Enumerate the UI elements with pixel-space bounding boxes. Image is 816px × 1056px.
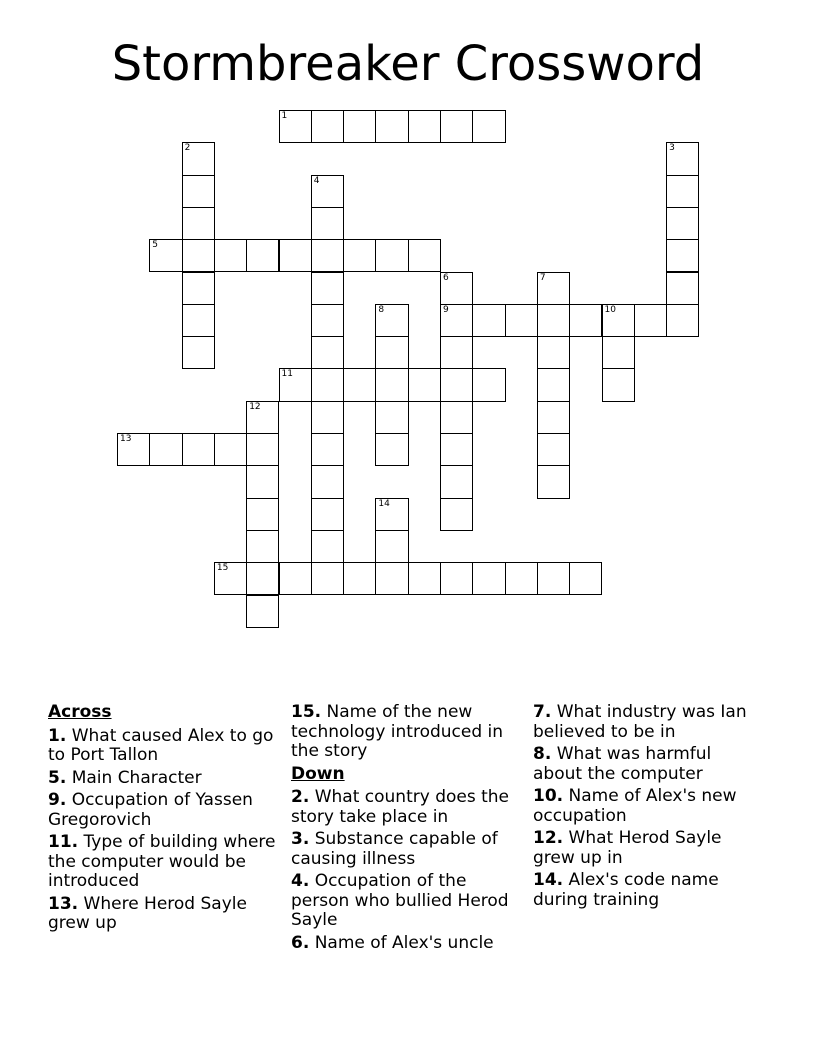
grid-cell[interactable] — [472, 368, 505, 401]
across-clue: 9. Occupation of Yassen Gregorovich — [48, 790, 253, 830]
down-clue: 10. Name of Alex's new occupation — [533, 786, 737, 826]
across-clue: 5. Main Character — [48, 767, 202, 788]
grid-cell[interactable] — [311, 433, 344, 466]
grid-cell[interactable] — [440, 498, 473, 531]
grid-cell[interactable] — [666, 304, 699, 337]
grid-cell[interactable] — [311, 304, 344, 337]
cell-number: 11 — [281, 369, 293, 380]
grid-cell[interactable] — [537, 401, 570, 434]
grid-cell[interactable] — [537, 368, 570, 401]
grid-cell[interactable] — [408, 368, 441, 401]
grid-cell[interactable] — [537, 562, 570, 595]
grid-cell[interactable] — [214, 239, 247, 272]
grid-cell[interactable] — [343, 368, 376, 401]
grid-cell[interactable] — [246, 530, 279, 563]
grid-cell[interactable] — [279, 239, 312, 272]
clue-column-1 — [48, 703, 278, 937]
grid-cell[interactable] — [214, 562, 247, 595]
grid-cell[interactable] — [246, 595, 279, 628]
clue-column-3 — [533, 703, 763, 913]
grid-cell[interactable] — [279, 368, 312, 401]
grid-cell[interactable] — [440, 368, 473, 401]
down-clue: 2. What country does the story take place in — [291, 787, 509, 827]
grid-cell[interactable] — [440, 433, 473, 466]
across-clue: 15. Name of the new technology introduced in the story — [291, 702, 504, 761]
grid-cell[interactable] — [182, 336, 215, 369]
grid-cell[interactable] — [375, 401, 408, 434]
grid-cell[interactable] — [182, 175, 215, 208]
grid-cell[interactable] — [246, 498, 279, 531]
cell-number: 9 — [443, 304, 449, 315]
grid-cell[interactable] — [472, 562, 505, 595]
grid-cell[interactable] — [182, 433, 215, 466]
grid-cell[interactable] — [666, 175, 699, 208]
grid-cell[interactable] — [343, 110, 376, 143]
grid-cell[interactable] — [666, 207, 699, 240]
grid-cell[interactable] — [537, 336, 570, 369]
cell-number: 6 — [443, 272, 449, 283]
grid-cell[interactable] — [408, 239, 441, 272]
grid-cell[interactable] — [246, 401, 279, 434]
page-title: Stormbreaker Crossword — [111, 36, 705, 92]
grid-cell[interactable] — [408, 110, 441, 143]
grid-cell[interactable] — [666, 239, 699, 272]
grid-cell[interactable] — [375, 368, 408, 401]
down-clue: 3. Substance capable of causing illness — [291, 829, 498, 869]
grid-cell[interactable] — [440, 336, 473, 369]
down-clue: 7. What industry was Ian believed to be in — [533, 702, 747, 742]
grid-cell[interactable] — [246, 562, 279, 595]
grid-cell[interactable] — [666, 272, 699, 305]
across-clue: 13. Where Herod Sayle grew up — [48, 893, 247, 933]
cell-number: 10 — [604, 304, 616, 315]
grid-cell[interactable] — [505, 304, 538, 337]
grid-cell[interactable] — [311, 110, 344, 143]
grid-cell[interactable] — [149, 239, 182, 272]
down-clue: 4. Occupation of the person who bullied Herod Sayle — [291, 871, 509, 930]
across-heading: Across — [48, 702, 112, 722]
grid-cell[interactable] — [537, 465, 570, 498]
cell-number: 5 — [152, 240, 159, 251]
grid-cell[interactable] — [375, 304, 408, 337]
grid-cell[interactable] — [569, 304, 602, 337]
grid-cell[interactable] — [569, 562, 602, 595]
grid-cell[interactable] — [537, 304, 570, 337]
grid-cell[interactable] — [311, 465, 344, 498]
grid-cell[interactable] — [182, 239, 215, 272]
grid-cell[interactable] — [472, 110, 505, 143]
grid-cell[interactable] — [311, 336, 344, 369]
grid-cell[interactable] — [182, 272, 215, 305]
down-clue: 8. What was harmful about the computer — [533, 744, 712, 784]
cell-number: 12 — [249, 401, 261, 412]
grid-cell[interactable] — [279, 562, 312, 595]
grid-cell[interactable] — [537, 272, 570, 305]
cell-number: 1 — [281, 111, 288, 121]
grid-cell[interactable] — [182, 142, 215, 175]
grid-cell[interactable] — [634, 304, 667, 337]
grid-cell[interactable] — [440, 465, 473, 498]
down-clue: 6. Name of Alex's uncle — [291, 932, 494, 953]
grid-cell[interactable] — [343, 562, 376, 595]
grid-cell[interactable] — [311, 530, 344, 563]
grid-cell[interactable] — [440, 304, 473, 337]
across-clue: 1. What caused Alex to go to Port Tallon — [48, 725, 274, 765]
grid-cell[interactable] — [666, 142, 699, 175]
grid-cell[interactable] — [182, 207, 215, 240]
grid-cell[interactable] — [440, 110, 473, 143]
grid-cell[interactable] — [440, 272, 473, 305]
grid-cell[interactable] — [311, 562, 344, 595]
grid-cell[interactable] — [311, 175, 344, 208]
grid-cell[interactable] — [375, 433, 408, 466]
grid-cell[interactable] — [311, 272, 344, 305]
grid-cell[interactable] — [375, 562, 408, 595]
grid-cell[interactable] — [279, 110, 312, 143]
grid-cell[interactable] — [311, 207, 344, 240]
cell-number: 3 — [669, 143, 675, 154]
grid-cell[interactable] — [311, 239, 344, 272]
grid-cell[interactable] — [343, 239, 376, 272]
cell-number: 8 — [378, 304, 385, 315]
grid-cell[interactable] — [375, 239, 408, 272]
grid-cell[interactable] — [408, 562, 441, 595]
grid-cell[interactable] — [214, 433, 247, 466]
grid-cell[interactable] — [440, 401, 473, 434]
cell-number: 7 — [539, 272, 546, 283]
grid-cell[interactable] — [311, 401, 344, 434]
cell-number: 15 — [216, 563, 229, 574]
grid-cell[interactable] — [602, 304, 635, 337]
down-heading: Down — [291, 763, 345, 784]
cell-number: 2 — [184, 143, 191, 154]
grid-cell[interactable] — [311, 368, 344, 401]
grid-cell[interactable] — [602, 368, 635, 401]
grid-cell[interactable] — [472, 304, 505, 337]
grid-cell[interactable] — [246, 239, 279, 272]
grid-cell[interactable] — [117, 433, 150, 466]
across-clue: 11. Type of building where the computer would be introduced — [48, 832, 276, 891]
grid-cell[interactable] — [602, 336, 635, 369]
down-clue: 14. Alex's code name during training — [533, 870, 719, 910]
grid-cell[interactable] — [311, 498, 344, 531]
grid-cell[interactable] — [149, 433, 182, 466]
clue-column-2 — [291, 703, 523, 956]
cell-number: 4 — [313, 175, 320, 186]
grid-cell[interactable] — [246, 433, 279, 466]
grid-cell[interactable] — [182, 304, 215, 337]
grid-cell[interactable] — [375, 336, 408, 369]
cell-number: 13 — [120, 434, 132, 444]
cell-number: 14 — [378, 498, 390, 509]
grid-cell[interactable] — [375, 530, 408, 563]
grid-cell[interactable] — [505, 562, 538, 595]
down-clue: 12. What Herod Sayle grew up in — [533, 828, 722, 868]
grid-cell[interactable] — [375, 498, 408, 531]
grid-cell[interactable] — [440, 562, 473, 595]
grid-cell[interactable] — [537, 433, 570, 466]
grid-cell[interactable] — [375, 110, 408, 143]
grid-cell[interactable] — [246, 465, 279, 498]
